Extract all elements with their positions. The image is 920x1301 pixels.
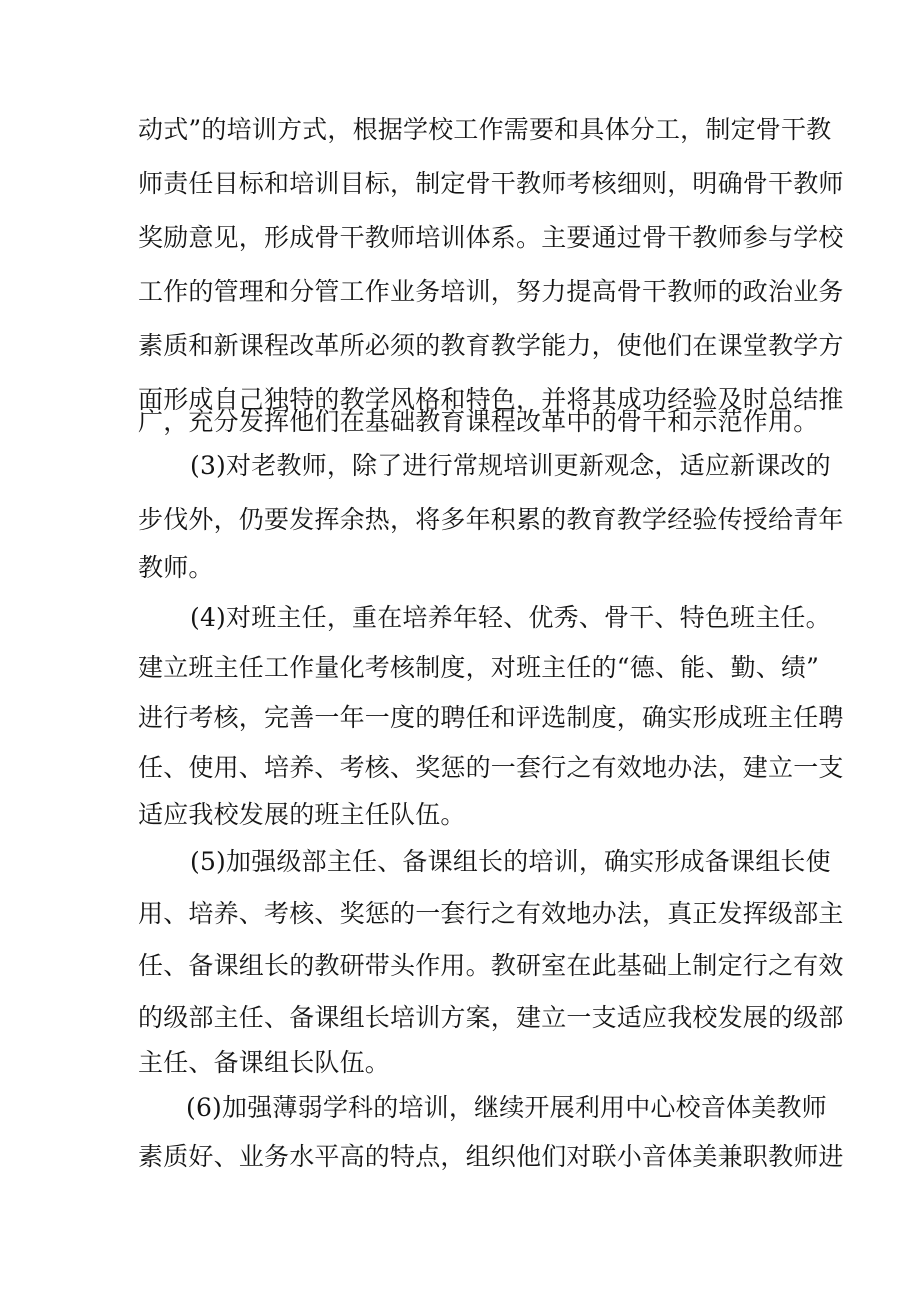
text-line: 步伐外，仍要发挥余热，将多年积累的教育教学经验传授给青年 (138, 505, 844, 534)
text-line: 任、使用、培养、考核、奖惩的一套行之有效地办法，建立一支 (138, 753, 844, 782)
text-line: 素质和新课程改革所必须的教育教学能力，使他们在课堂教学方 (138, 331, 844, 360)
text-line: 奖励意见，形成骨干教师培训体系。主要通过骨干教师参与学校 (138, 223, 844, 252)
text-line: 动式”的培训方式，根据学校工作需要和具体分工，制定骨干教 (138, 115, 832, 144)
text-line: (6)加强薄弱学科的培训，继续开展利用中心校音体美教师 (186, 1093, 827, 1122)
text-line: 用、培养、考核、奖惩的一套行之有效地办法，真正发挥级部主 (138, 899, 844, 928)
text-line: 适应我校发展的班主任队伍。 (138, 800, 466, 829)
text-line: 建立班主任工作量化考核制度，对班主任的“德、能、勤、绩” (138, 653, 820, 682)
text-line: 面形成自己独特的教学风格和特色，并将其成功经验及时总结推 (138, 385, 844, 414)
text-line: 主任、备课组长队伍。 (138, 1048, 391, 1077)
text-line: 教师。 (138, 553, 214, 582)
text-line: 进行考核，完善一年一度的聘任和评选制度，确实形成班主任聘 (138, 703, 844, 732)
text-line: 师责任目标和培训目标，制定骨干教师考核细则，明确骨干教师 (138, 169, 844, 198)
text-line: 任、备课组长的教研带头作用。教研室在此基础上制定行之有效 (138, 951, 844, 980)
text-line: 工作的管理和分管工作业务培训，努力提高骨干教师的政治业务 (138, 277, 844, 306)
text-line: 的级部主任、备课组长培训方案，建立一支适应我校发展的级部 (138, 1003, 844, 1032)
text-line: (4)对班主任，重在培养年轻、优秀、骨干、特色班主任。 (190, 603, 831, 632)
text-line: (5)加强级部主任、备课组长的培训，确实形成备课组长使 (190, 847, 831, 876)
text-line: 广，充分发挥他们在基础教育课程改革中的骨干和示范作用。 (138, 407, 819, 436)
text-line: 素质好、业务水平高的特点，组织他们对联小音体美兼职教师进 (138, 1142, 844, 1171)
text-line: (3)对老教师，除了进行常规培训更新观念，适应新课改的 (190, 451, 831, 480)
